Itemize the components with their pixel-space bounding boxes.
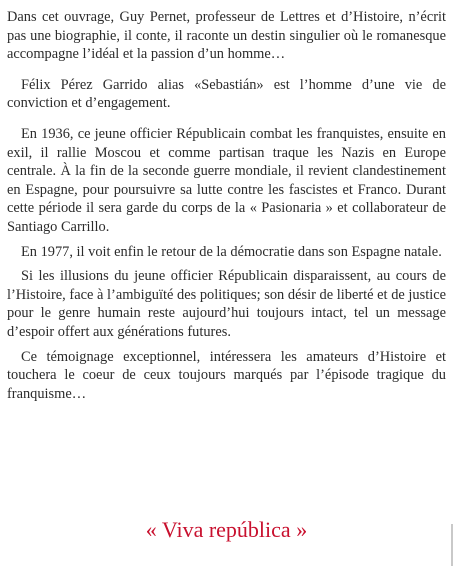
paragraph-subject: Félix Pérez Garrido alias «Sebastián» est l’homme d’une vie de conviction et d’engagement. — [7, 76, 446, 112]
paragraph-closing: Ce témoignage exceptionnel, intéressera les amateurs d’Histoire et touchera le coeur de ceux toujours marqués par l’épisode tragique du franquisme… — [7, 348, 446, 402]
paragraph-legacy: Si les illusions du jeune officier Républicain disparaissent, au cours de l’Histoire, face à l’ambiguïté des politiques; son désir de liberté et de justice pour le genre humain reste aujourd’hui toujours intact, tel un message d’espoir offert aux générations futures. — [7, 268, 446, 340]
blurb-text — [7, 8, 446, 403]
slogan-viva-republica: « Viva república » — [145, 517, 308, 542]
paragraph-history: En 1936, ce jeune officier Républicain combat les franquistes, ensuite en exil, il rallie Moscou et comme partisan traque les Nazis en Europe centrale. À la fin de la seconde guerre mondiale, il revient clandestinement en Espagne, pour poursuivre sa lutte contre les fascistes et Franco. Durant cette période il sera garde du corps de la « Pasionaria » et collaborateur de Santiago Carrillo. — [7, 125, 446, 235]
paragraph-intro: Dans cet ouvrage, Guy Pernet, professeur de Lettres et d’Histoire, n’écrit pas une biographie, il conte, il raconte un destin singulier où le romanesque accompagne l’idéal et la passion d’un homme… — [7, 9, 446, 63]
paragraph-democracy: En 1977, il voit enfin le retour de la démocratie dans son Espagne natale. — [21, 243, 442, 260]
